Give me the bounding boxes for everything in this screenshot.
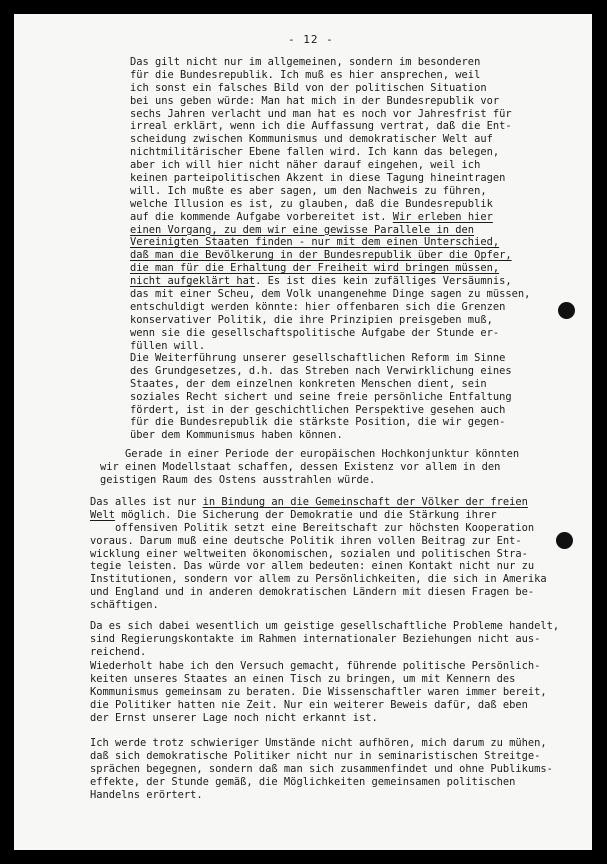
text-line: [90, 633, 559, 646]
text-segment: über dem Kommunismus haben können.: [130, 429, 343, 442]
text-line: [130, 275, 530, 288]
text-segment: Kommunismus gemeinsam zu beraten. Die Wissenschaftler waren immer bereit,: [90, 685, 547, 698]
underlined-text: einen Vorgang, zu dem wir eine gewisse Parallele in den: [130, 223, 475, 236]
text-segment: will. Ich mußte es aber sagen, um den Nachweis zu führen,: [130, 184, 487, 197]
text-line: [90, 712, 547, 725]
text-line: [130, 340, 530, 353]
text-segment: schäftigen.: [90, 599, 159, 612]
text-line: [90, 737, 553, 750]
underlined-text: nicht aufgeklärt hat: [130, 275, 256, 288]
underlined-text: Vereinigten Staaten finden - nur mit dem einen Unterschied,: [130, 236, 500, 249]
text-segment: geistigen Raum des Ostens ausstrahlen würde.: [100, 473, 376, 486]
text-line: [90, 776, 553, 789]
text-line: [130, 416, 512, 429]
text-line: [90, 686, 547, 699]
text-line: [90, 599, 547, 612]
text-segment: möglich. Die Sicherung der Demokratie und die Stärkung ihrer: [115, 508, 497, 521]
text-line: [100, 448, 519, 461]
text-line: [90, 548, 547, 561]
text-line: [130, 133, 530, 146]
text-segment: effekte, der Stunde gemäß, die Möglichkeiten gemeinsamen politischen: [90, 775, 516, 788]
text-segment: Da es sich dabei wesentlich um geistige gesellschaftliche Probleme handelt,: [90, 620, 560, 632]
text-line: [130, 429, 512, 442]
text-line: [130, 301, 530, 314]
text-segment: tegie leisten. Das würde vor allem bedeuten: einen Kontakt nicht nur zu: [90, 560, 535, 573]
text-segment: daß sich demokratische Politiker nicht nur in seminaristischen Streitge-: [90, 749, 541, 762]
text-segment: auf die kommende Aufgabe vorbereitet ist.: [130, 210, 393, 223]
text-segment: reichend.: [90, 645, 147, 658]
text-line: [90, 789, 553, 802]
text-line: [90, 522, 547, 535]
text-line: [130, 327, 530, 340]
underlined-text: in Bindung an die Gemeinschaft der Völker der freien: [202, 496, 528, 508]
text-line: [90, 560, 547, 573]
text-segment: Gerade in einer Periode der europäischen Hochkonjunktur könnten: [100, 448, 520, 460]
text-line: [130, 198, 530, 211]
text-segment: sprächen begegnen, sondern daß man sich zusammenfindet und ohne Publikums-: [90, 762, 553, 775]
text-segment: Das alles ist nur: [90, 496, 203, 508]
text-segment: voraus. Darum muß eine deutsche Politik ihren vollen Beitrag zur Ent-: [90, 534, 522, 547]
text-line: [90, 620, 559, 633]
text-segment: scheidung zwischen Kommunismus und demokratischer Welt auf: [130, 133, 493, 146]
text-line: [130, 69, 530, 82]
text-segment: irreal erklärt, wenn ich die Auffassung vertrat, daß die Ent-: [130, 120, 512, 133]
text-line: [90, 646, 559, 659]
text-line: [90, 586, 547, 599]
underlined-text: die man für die Erhaltung der Freiheit wird bringen müssen,: [130, 262, 500, 275]
text-segment: Institutionen, sondern vor allem zu Persönlichkeiten, die sich in Amerika: [90, 573, 547, 586]
paragraph-6: [90, 660, 547, 724]
text-line: [130, 172, 530, 185]
text-line: [100, 474, 519, 487]
text-segment: wenn sie die gesellschaftspolitische Aufgabe der Stunde er-: [130, 326, 500, 339]
text-line: [130, 236, 530, 249]
text-line: [90, 509, 547, 522]
text-segment: Wiederholt habe ich den Versuch gemacht, führende politische Persönlich-: [90, 660, 541, 672]
text-segment: für die Bundesrepublik die stärkste Position, die wir gegen-: [130, 416, 506, 429]
text-line: [90, 573, 547, 586]
text-line: [130, 56, 530, 69]
text-segment: Ich werde trotz schwieriger Umstände nicht aufhören, mich darum zu mühen,: [90, 737, 547, 749]
text-line: [130, 159, 530, 172]
text-segment: keinen parteipolitischen Akzent in diese Tagung hineintragen: [130, 172, 506, 185]
text-line: [100, 461, 519, 474]
text-line: [130, 82, 530, 95]
text-segment: fördert, ist in der geschichtlichen Perspektive gesehen auch: [130, 403, 506, 416]
text-segment: der Ernst unserer Lage noch nicht erkannt ist.: [90, 711, 378, 724]
text-segment: aber ich will hier nicht näher darauf eingehen, weil ich: [130, 159, 481, 172]
text-segment: keiten unseres Staates an einen Tisch zu bringen, um mit Kennern des: [90, 672, 516, 685]
text-line: [130, 224, 530, 237]
text-segment: füllen will.: [130, 339, 206, 352]
text-segment: sechs Jahren verlacht und man hat es noch vor Jahresfrist für: [130, 107, 512, 120]
paragraph-7: [90, 737, 553, 801]
text-segment: für die Bundesrepublik. Ich muß es hier ansprechen, weil: [130, 68, 481, 81]
text-line: [90, 673, 547, 686]
text-line: [130, 365, 512, 378]
text-line: [130, 404, 512, 417]
text-line: [130, 378, 512, 391]
text-line: [130, 249, 530, 262]
paragraph-5: [90, 620, 559, 659]
underlined-text: Welt: [90, 508, 116, 521]
text-line: [90, 763, 553, 776]
paragraph-3: [100, 448, 519, 487]
paragraph-1: [130, 56, 530, 352]
text-segment: das mit einer Scheu, dem Volk unangenehme Dinge sagen zu müssen,: [130, 288, 531, 301]
text-segment: konservativer Politik, die ihre Prinzipien preisgeben muß,: [130, 313, 493, 326]
punch-hole-mark: [558, 302, 575, 319]
text-line: [130, 391, 512, 404]
text-segment: sind Regierungskontakte im Rahmen internationaler Beziehungen nicht aus-: [90, 632, 541, 645]
text-segment: Handelns erörtert.: [90, 788, 203, 801]
paragraph-2: [130, 352, 512, 442]
text-segment: wir einen Modellstaat schaffen, dessen Existenz vor allem in den: [100, 460, 501, 473]
document-page: [14, 14, 592, 850]
text-line: [130, 352, 512, 365]
text-segment: offensiven Politik setzt eine Bereitschaft zur höchsten Kooperation: [90, 521, 535, 534]
text-line: [130, 185, 530, 198]
text-segment: die Politiker hatten nie Zeit. Nur ein weiterer Beweis dafür, daß eben: [90, 698, 528, 711]
text-line: [130, 146, 530, 159]
text-line: [130, 108, 530, 121]
text-segment: soziales Recht sichert und seine freie persönliche Entfaltung: [130, 390, 512, 403]
text-segment: . Es ist dies kein zufälliges Versäumnis,: [255, 275, 512, 288]
punch-hole-mark: [556, 532, 573, 549]
text-line: [130, 314, 530, 327]
text-segment: ich sonst ein falsches Bild von der politischen Situation: [130, 81, 487, 94]
text-line: [90, 699, 547, 712]
text-segment: welche Illusion es ist, zu glauben, daß die Bundesrepublik: [130, 197, 493, 210]
text-segment: nichtmilitärischer Ebene fallen wird. Ich kann das belegen,: [130, 146, 500, 159]
text-segment: und England und in anderen demokratischen Ländern mit diesen Fragen be-: [90, 586, 535, 599]
text-segment: bei uns geben würde: Man hat mich in der Bundesrepublik vor: [130, 94, 500, 107]
page-number: - 12 -: [288, 33, 334, 46]
text-line: [90, 750, 553, 763]
text-line: [130, 262, 530, 275]
text-line: [90, 660, 547, 673]
underlined-text: Wir erleben hier: [392, 210, 493, 223]
text-segment: Staates, der dem einzelnen konkreten Menschen dient, sein: [130, 377, 487, 390]
underlined-text: daß man die Bevölkerung in der Bundesrepublik über die Opfer,: [130, 249, 512, 262]
text-segment: entschuldigt werden könnte: hier offenbaren sich die Grenzen: [130, 300, 506, 313]
text-segment: wicklung einer weltweiten ökonomischen, sozialen und politischen Stra-: [90, 547, 528, 560]
text-line: [130, 95, 530, 108]
text-line: [90, 496, 547, 509]
text-segment: des Grundgesetzes, d.h. das Streben nach Verwirklichung eines: [130, 364, 512, 377]
text-line: [90, 535, 547, 548]
text-line: [130, 288, 530, 301]
text-line: [130, 120, 530, 133]
paragraph-4: [90, 496, 547, 612]
text-segment: Die Weiterführung unserer gesellschaftlichen Reform im Sinne: [130, 352, 506, 364]
text-line: [130, 211, 530, 224]
text-segment: Das gilt nicht nur im allgemeinen, sondern im besonderen: [130, 56, 481, 68]
